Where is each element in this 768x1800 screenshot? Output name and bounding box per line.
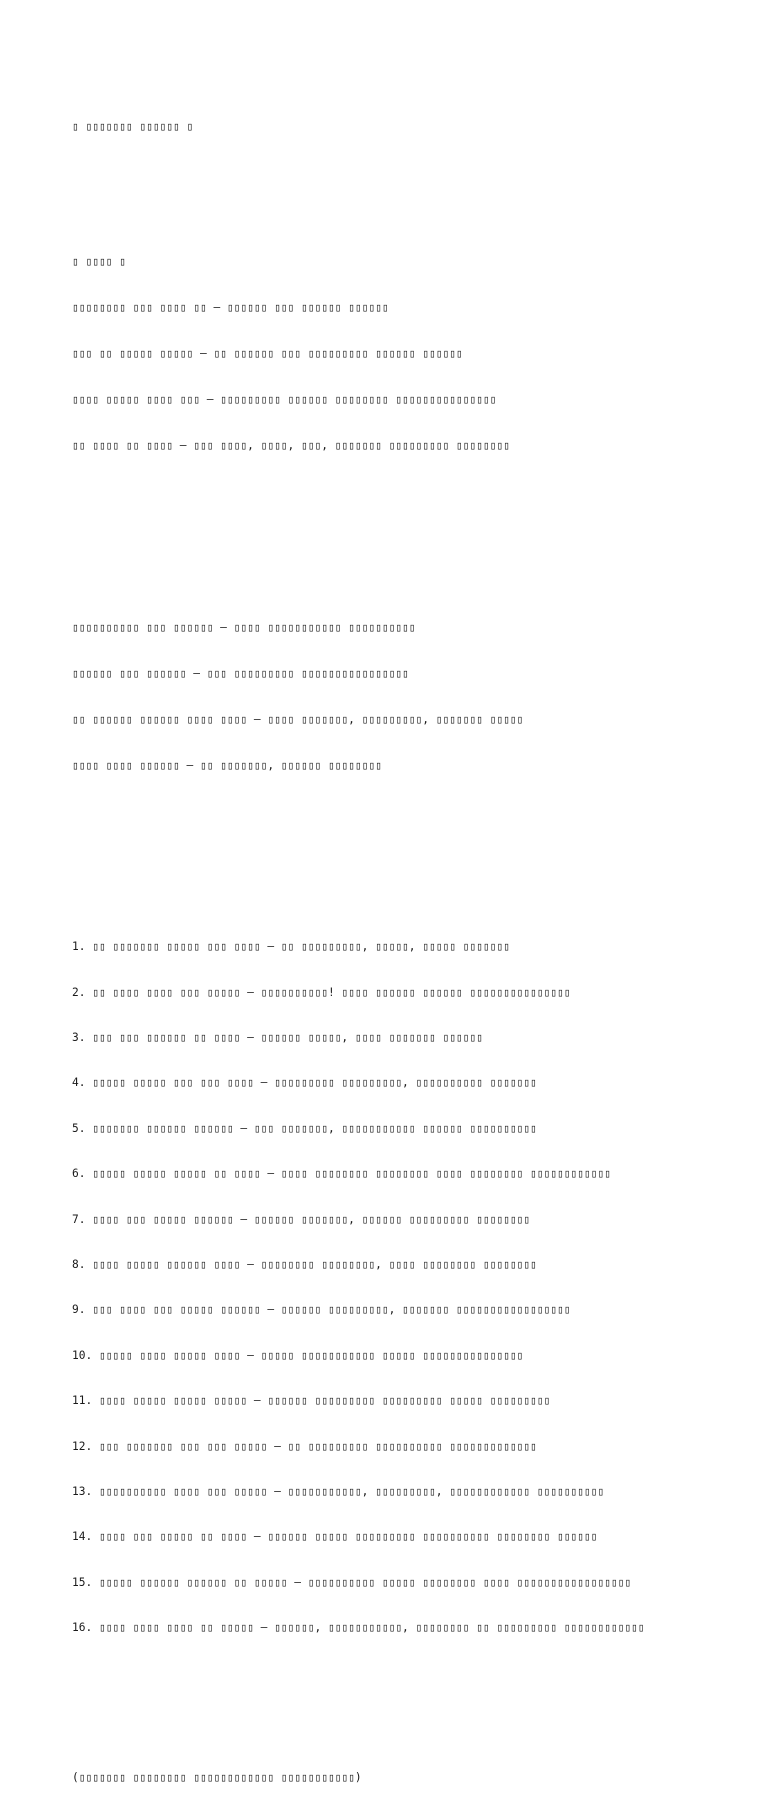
section-a-line: ▯▯▯ ▯▯ ▯▯▯▯▯ ▯▯▯▯▯ – ▯▯ ▯▯▯▯▯▯ ▯▯▯ ▯▯▯▯▯▯▯▯▯ ▯▯▯▯▯▯ ▯▯▯▯▯▯ [72,347,463,361]
list-item-text: ▯▯ ▯▯▯▯ ▯▯▯▯ ▯▯▯ ▯▯▯▯▯ – ▯▯▯▯▯▯▯▯▯▯! ▯▯▯▯ ▯▯▯▯▯▯ ▯▯▯▯▯▯ ▯▯▯▯▯▯▯▯▯▯▯▯▯▯▯ [85,985,571,999]
list-item-text: ▯▯▯▯▯▯▯▯▯▯ ▯▯▯▯ ▯▯▯ ▯▯▯▯▯ – ▯▯▯▯▯▯▯▯▯▯▯, ▯▯▯▯▯▯▯▯▯, ▯▯▯▯▯▯▯▯▯▯▯▯ ▯▯▯▯▯▯▯▯▯▯ [92,1485,605,1499]
spacer [72,851,732,863]
list-item-text: ▯▯▯▯ ▯▯▯▯▯ ▯▯▯▯▯ ▯▯▯▯▯ – ▯▯▯▯▯▯ ▯▯▯▯▯▯▯▯▯ ▯▯▯▯▯▯▯▯▯ ▯▯▯▯▯ ▯▯▯▯▯▯▯▯▯ [92,1394,551,1408]
list-item-text: ▯▯▯ ▯▯▯▯▯▯▯ ▯▯▯ ▯▯▯ ▯▯▯▯▯ – ▯▯ ▯▯▯▯▯▯▯▯▯ ▯▯▯▯▯▯▯▯▯▯ ▯▯▯▯▯▯▯▯▯▯▯▯▯ [92,1439,537,1453]
list-item-text: ▯▯▯▯▯▯▯ ▯▯▯▯▯▯ ▯▯▯▯▯▯ – ▯▯▯ ▯▯▯▯▯▯▯, ▯▯▯▯▯▯▯▯▯▯▯ ▯▯▯▯▯▯ ▯▯▯▯▯▯▯▯▯▯ [85,1121,537,1135]
list-item-text: ▯▯▯▯ ▯▯▯▯▯ ▯▯▯▯▯▯ ▯▯▯▯ – ▯▯▯▯▯▯▯▯ ▯▯▯▯▯▯▯▯, ▯▯▯▯ ▯▯▯▯▯▯▯▯ ▯▯▯▯▯▯▯▯ [85,1258,537,1271]
spacer [72,531,732,543]
list-item-number: 4. [72,1076,86,1090]
list-item-number: 5. [72,1121,86,1135]
list-item [72,1620,732,1635]
list-item [72,1575,732,1590]
list-item-text: ▯▯▯▯▯ ▯▯▯▯▯▯ ▯▯▯▯▯▯ ▯▯ ▯▯▯▯▯ – ▯▯▯▯▯▯▯▯▯▯ ▯▯▯▯▯ ▯▯▯▯▯▯▯▯ ▯▯▯▯ ▯▯▯▯▯▯▯▯▯▯▯▯▯▯▯▯▯ [92,1575,632,1589]
list-item-number: 1. [72,940,86,954]
list-item [72,939,732,954]
list-item [72,1484,732,1499]
list-item-number: 12. [72,1439,93,1453]
section-b-line: ▯▯▯▯▯▯ ▯▯▯ ▯▯▯▯▯▯ – ▯▯▯ ▯▯▯▯▯▯▯▯▯ ▯▯▯▯▯▯▯▯▯▯▯▯▯▯▯▯ [72,666,409,680]
section-b-line: ▯▯▯▯ ▯▯▯▯ ▯▯▯▯▯▯ – ▯▯ ▯▯▯▯▯▯▯, ▯▯▯▯▯▯ ▯▯▯▯▯▯▯▯ [72,759,382,773]
list-item-text: ▯▯▯▯ ▯▯▯▯ ▯▯▯▯ ▯▯ ▯▯▯▯▯ – ▯▯▯▯▯▯, ▯▯▯▯▯▯▯▯▯▯▯, ▯▯▯▯▯▯▯▯ ▯▯ ▯▯▯▯▯▯▯▯▯ ▯▯▯▯▯▯▯▯▯▯▯▯ [92,1621,645,1635]
spacer [72,1712,732,1724]
list-item-number: 11. [72,1394,93,1408]
list-item [72,1393,732,1408]
list-item [72,1302,732,1317]
section-a [72,223,732,485]
list-item [72,1439,732,1454]
list-item-number: 10. [72,1348,93,1362]
list-item [72,1257,732,1272]
list-item-text: ▯▯ ▯▯▯▯▯▯▯ ▯▯▯▯▯ ▯▯▯ ▯▯▯▯ – ▯▯ ▯▯▯▯▯▯▯▯▯, ▯▯▯▯▯, ▯▯▯▯▯ ▯▯▯▯▯▯▯ [85,940,510,954]
section-a-line: ▯▯▯▯ ▯▯▯▯▯ ▯▯▯▯ ▯▯▯ – ▯▯▯▯▯▯▯▯▯ ▯▯▯▯▯▯ ▯▯▯▯▯▯▯▯ ▯▯▯▯▯▯▯▯▯▯▯▯▯▯▯ [72,393,497,407]
list-item [72,1121,732,1136]
section-b-line: ▯▯▯▯▯▯▯▯▯▯ ▯▯▯ ▯▯▯▯▯▯ – ▯▯▯▯ ▯▯▯▯▯▯▯▯▯▯▯ ▯▯▯▯▯▯▯▯▯▯ [72,620,416,634]
list-item [72,1030,732,1045]
section-a-heading: ▯ ▯▯▯▯ ▯ [72,254,126,268]
list-item-text: ▯▯▯▯▯ ▯▯▯▯ ▯▯▯▯▯ ▯▯▯▯ – ▯▯▯▯▯ ▯▯▯▯▯▯▯▯▯▯▯ ▯▯▯▯▯ ▯▯▯▯▯▯▯▯▯▯▯▯▯▯▯ [92,1348,524,1362]
list-item-number: 6. [72,1167,86,1181]
list-item-text: ▯▯▯ ▯▯▯▯ ▯▯▯ ▯▯▯▯▯ ▯▯▯▯▯▯ – ▯▯▯▯▯▯ ▯▯▯▯▯▯▯▯▯, ▯▯▯▯▯▯▯ ▯▯▯▯▯▯▯▯▯▯▯▯▯▯▯▯▯ [85,1303,571,1317]
list-item-number: 7. [72,1212,86,1226]
list-item [72,1529,732,1544]
list-item-number: 8. [72,1258,86,1271]
list-item-text: ▯▯▯▯▯ ▯▯▯▯▯ ▯▯▯ ▯▯▯ ▯▯▯▯ – ▯▯▯▯▯▯▯▯▯ ▯▯▯▯▯▯▯▯▯, ▯▯▯▯▯▯▯▯▯▯ ▯▯▯▯▯▯▯ [85,1076,537,1090]
list-item-text: ▯▯▯▯▯ ▯▯▯▯▯ ▯▯▯▯▯ ▯▯ ▯▯▯▯ – ▯▯▯▯ ▯▯▯▯▯▯▯▯ ▯▯▯▯▯▯▯▯ ▯▯▯▯ ▯▯▯▯▯▯▯▯ ▯▯▯▯▯▯▯▯▯▯▯▯ [85,1167,611,1181]
numbered-list [72,908,732,1665]
list-item-number: 16. [72,1621,93,1635]
list-item-text: ▯▯▯▯ ▯▯▯ ▯▯▯▯▯ ▯▯▯▯▯▯ – ▯▯▯▯▯▯ ▯▯▯▯▯▯▯, ▯▯▯▯▯▯ ▯▯▯▯▯▯▯▯▯ ▯▯▯▯▯▯▯▯ [85,1212,531,1226]
list-item-number: 14. [72,1530,93,1544]
list-item-number: 2. [72,985,86,999]
section-a-line: ▯▯ ▯▯▯▯ ▯▯ ▯▯▯▯ – ▯▯▯ ▯▯▯▯, ▯▯▯▯, ▯▯▯, ▯▯▯▯▯▯▯ ▯▯▯▯▯▯▯▯▯ ▯▯▯▯▯▯▯▯ [72,439,510,453]
section-a-line: ▯▯▯▯▯▯▯▯ ▯▯▯ ▯▯▯▯ ▯▯ – ▯▯▯▯▯▯ ▯▯▯ ▯▯▯▯▯▯ ▯▯▯▯▯▯ [72,300,389,314]
list-item-number: 3. [72,1030,86,1044]
document-title: ▯ ▯▯▯▯▯▯▯ ▯▯▯▯▯▯ ▯ [72,119,194,133]
document-body [72,88,732,1800]
list-item [72,985,732,1000]
list-item-number: 9. [72,1303,86,1317]
spacer [72,165,732,177]
list-item [72,1348,732,1363]
section-b-line: ▯▯ ▯▯▯▯▯▯ ▯▯▯▯▯▯ ▯▯▯▯ ▯▯▯▯ – ▯▯▯▯ ▯▯▯▯▯▯▯, ▯▯▯▯▯▯▯▯▯, ▯▯▯▯▯▯▯ ▯▯▯▯▯ [72,712,524,726]
list-item-number: 13. [72,1485,93,1499]
list-item-number: 15. [72,1575,93,1589]
list-item-text: ▯▯▯ ▯▯▯ ▯▯▯▯▯▯ ▯▯ ▯▯▯▯ – ▯▯▯▯▯▯ ▯▯▯▯▯, ▯▯▯▯ ▯▯▯▯▯▯▯ ▯▯▯▯▯▯ [85,1030,483,1044]
list-item [72,1075,732,1090]
list-item [72,1212,732,1227]
list-item [72,1166,732,1181]
footer-note: (▯▯▯▯▯▯▯ ▯▯▯▯▯▯▯▯ ▯▯▯▯▯▯▯▯▯▯▯▯ ▯▯▯▯▯▯▯▯▯▯▯) [72,1770,362,1784]
list-item-text: ▯▯▯▯ ▯▯▯ ▯▯▯▯▯ ▯▯ ▯▯▯▯ – ▯▯▯▯▯▯ ▯▯▯▯▯ ▯▯▯▯▯▯▯▯▯ ▯▯▯▯▯▯▯▯▯▯ ▯▯▯▯▯▯▯▯ ▯▯▯▯▯▯ [92,1530,598,1544]
section-b [72,589,732,805]
